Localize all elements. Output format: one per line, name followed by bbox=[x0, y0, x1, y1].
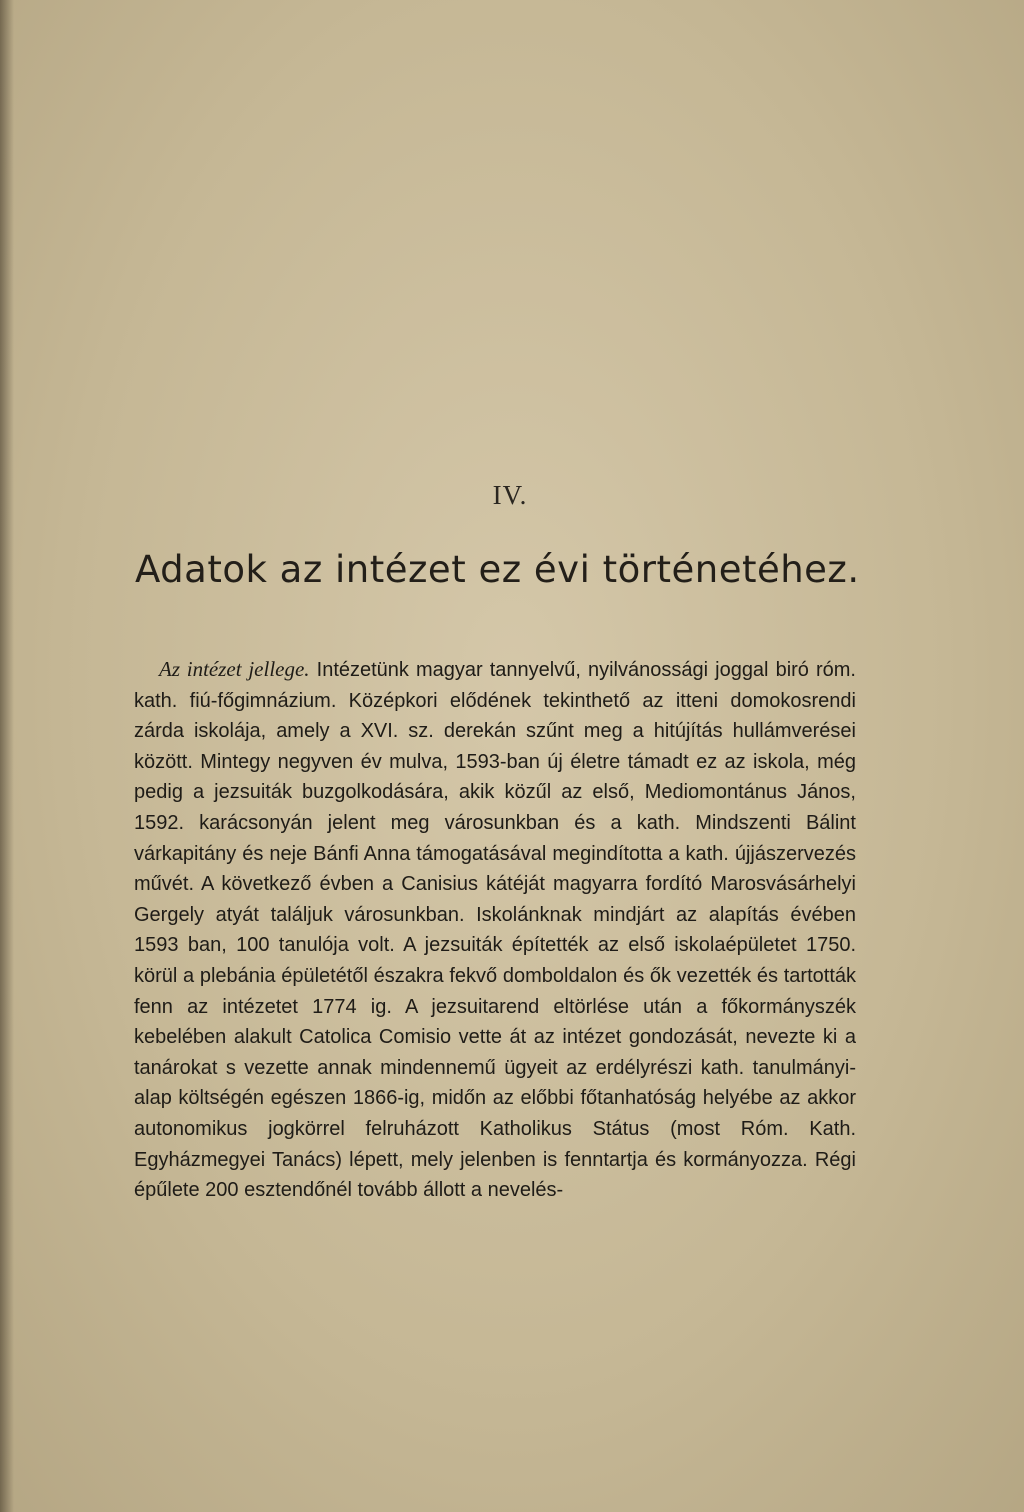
chapter-number: IV. bbox=[492, 480, 528, 510]
section-heading: Az intézet jellege. bbox=[159, 657, 310, 681]
chapter-title: Adatok az intézet ez évi történetéhez. bbox=[135, 548, 860, 591]
body-paragraph bbox=[134, 654, 856, 1206]
paragraph-text: Intézetünk magyar tannyelvű, nyilvánossági joggal biró róm. kath. fiú-főgimnázium. Középkori elődének tekinthető az itteni domokosrendi zárda iskolája, amely a XVI. sz. derekán szűnt meg a hitújítás hullámverései között. Mintegy negyven év mulva, 1593-ban új életre támadt ez az iskola, még pedig a jezsuiták buzgolkodására, akik közűl az első, Mediomontánus János, 1592. karácsonyán jelent meg városunkban és a kath. Mindszenti Bálint várkapitány és neje Bánfi Anna támogatásával megindította a kath. újjászervezés művét. A következő évben a Canisius kátéját magyarra fordító Marosvásárhelyi Gergely atyát találjuk városunkban. Iskolánknak mindjárt az alapítás évében 1593 ban, 100 tanulója volt. A jezsuiták építették az első iskolaépületet 1750. körül a plebánia épületétől északra fekvő domboldalon és ők vezették és tartották fenn az intézetet 1774 ig. A jezsuitarend eltörlése után a főkormányszék kebelében alakult Catolica Comisio vette át az intézet gondozását, nevezte ki a tanárokat s vezette annak mindennemű ügyeit az erdélyrészi kath. tanulmányi-alap költségén egészen 1866-ig, midőn az előbbi főtanhatóság helyébe az akkor autonomikus jogkörrel felruházott Katholikus Státus (most Róm. Kath. Egyházmegyei Tanács) lépett, mely jelenben is fenntartja és kormányozza. Régi épűlete 200 esztendőnél tovább állott a nevelés- bbox=[134, 659, 856, 1202]
binding-shadow bbox=[0, 0, 14, 1512]
